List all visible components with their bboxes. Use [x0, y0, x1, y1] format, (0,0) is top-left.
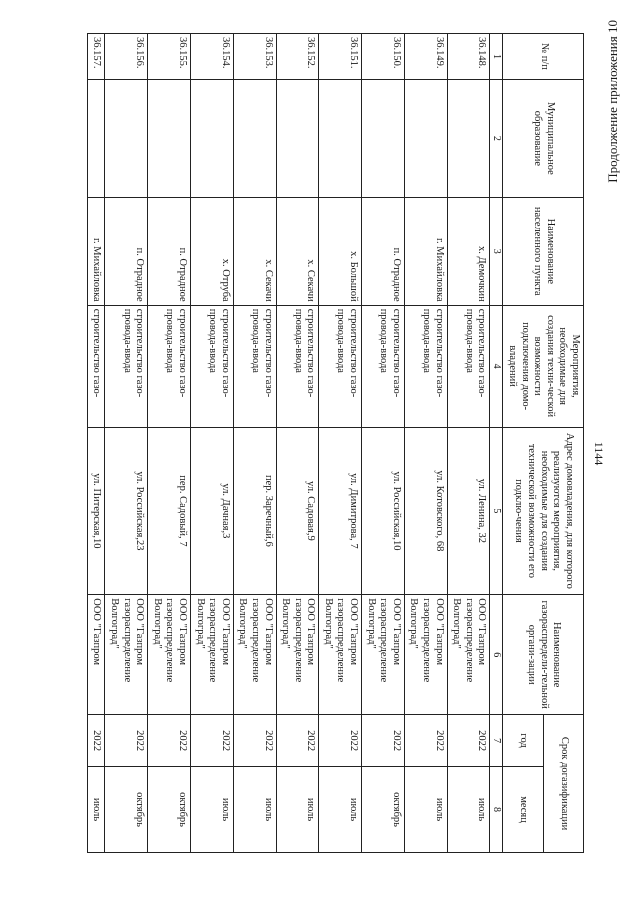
row-municipality [105, 79, 148, 197]
row-address: ул. Димитрова, 7 [319, 427, 362, 595]
header-municipality: Муниципальное образование [503, 79, 584, 197]
row-number: 36.149. [404, 34, 447, 80]
row-settlement: п. Отрадное [105, 197, 148, 305]
row-number: 36.152. [276, 34, 319, 80]
row-month: июль [404, 767, 447, 853]
row-address: ул. Российская,23 [105, 427, 148, 595]
row-organization: ООО "Газпром газораспределение Волгоград" [148, 595, 191, 715]
row-settlement: х. Секачи [276, 197, 319, 305]
row-measure: строительство газо- [87, 305, 105, 427]
row-number: 36.156. [105, 34, 148, 80]
row-month: октябрь [105, 767, 148, 853]
header-term: Срок догазификации [543, 715, 583, 853]
row-settlement: п. Отрадное [148, 197, 191, 305]
row-municipality [447, 79, 490, 197]
row-month: июль [233, 767, 276, 853]
gasification-table [87, 33, 584, 853]
header-address: Адрес домовладения, для которого реализуются мероприятия, необходимые для создания технической возможности его подклю-чения [503, 427, 584, 595]
column-number: 2 [490, 79, 503, 197]
header-settlement: Наименование населенного пункта [503, 197, 584, 305]
column-number: 5 [490, 427, 503, 595]
header-row [543, 34, 583, 853]
table-row [362, 34, 405, 853]
column-number: 8 [490, 767, 503, 853]
row-month: июль [319, 767, 362, 853]
header-organization: Наименование газораспредели-тельной органи-зации [503, 595, 584, 715]
row-measure: строительство газо-провода-ввода [276, 305, 319, 427]
row-address: ул. Российская,10 [362, 427, 405, 595]
row-municipality [87, 79, 105, 197]
row-number: 36.150. [362, 34, 405, 80]
row-organization: ООО "Газпром газораспределение Волгоград" [319, 595, 362, 715]
row-year: 2022 [404, 715, 447, 767]
table-row [105, 34, 148, 853]
header-num: № п/п [503, 34, 584, 80]
row-organization: ООО "Газпром газораспределение Волгоград" [404, 595, 447, 715]
row-year: 2022 [276, 715, 319, 767]
continuation-title: Продолжение приложения 10 [605, 20, 620, 183]
table-row [404, 34, 447, 853]
row-municipality [233, 79, 276, 197]
row-year: 2022 [148, 715, 191, 767]
row-municipality [362, 79, 405, 197]
row-address: пер. Заречный,6 [233, 427, 276, 595]
row-settlement: г. Михайловка [404, 197, 447, 305]
row-month: июль [87, 767, 105, 853]
column-number-row [490, 34, 503, 853]
header-month: месяц [503, 767, 543, 853]
column-number: 4 [490, 305, 503, 427]
row-measure: строительство газо-провода-ввода [362, 305, 405, 427]
row-organization: ООО "Газпром газораспределение Волгоград" [105, 595, 148, 715]
table-row [447, 34, 490, 853]
page-number: 1144 [592, 441, 606, 466]
row-municipality [319, 79, 362, 197]
table-row [190, 34, 233, 853]
row-year: 2022 [447, 715, 490, 767]
column-number: 3 [490, 197, 503, 305]
row-settlement: х. Демочкин [447, 197, 490, 305]
row-measure: строительство газо-провода-ввода [105, 305, 148, 427]
row-settlement: х. Секачи [233, 197, 276, 305]
table-row [319, 34, 362, 853]
table-body [87, 34, 490, 853]
row-number: 36.148. [447, 34, 490, 80]
row-settlement: п. Отрадное [362, 197, 405, 305]
row-organization: ООО "Газпром газораспределение Волгоград" [362, 595, 405, 715]
row-year: 2022 [87, 715, 105, 767]
row-measure: строительство газо-провода-ввода [404, 305, 447, 427]
row-measure: строительство газо-провода-ввода [447, 305, 490, 427]
row-organization: ООО "Газпром газораспределение Волгоград" [447, 595, 490, 715]
table-row [276, 34, 319, 853]
header-measures: Мероприятия, необходимые для создания техни-ческой возможности подключения домо-владений [503, 305, 584, 427]
row-number: 36.151. [319, 34, 362, 80]
column-number: 7 [490, 715, 503, 767]
table-row [87, 34, 105, 853]
row-address: ул. Садовая,9 [276, 427, 319, 595]
row-measure: строительство газо-провода-ввода [319, 305, 362, 427]
row-municipality [404, 79, 447, 197]
column-number: 6 [490, 595, 503, 715]
row-organization: ООО "Газпром газораспределение Волгоград" [276, 595, 319, 715]
row-settlement: г. Михайловка [87, 197, 105, 305]
row-month: июль [190, 767, 233, 853]
row-municipality [276, 79, 319, 197]
row-municipality [148, 79, 191, 197]
row-municipality [190, 79, 233, 197]
row-address: ул. Ленина, 32 [447, 427, 490, 595]
row-number: 36.155. [148, 34, 191, 80]
row-number: 36.154. [190, 34, 233, 80]
table-row [148, 34, 191, 853]
row-number: 36.157. [87, 34, 105, 80]
row-organization: ООО "Газпром газораспределение Волгоград" [190, 595, 233, 715]
row-year: 2022 [319, 715, 362, 767]
table-row [233, 34, 276, 853]
row-address: ул. Дачная,3 [190, 427, 233, 595]
row-settlement: х. Большой [319, 197, 362, 305]
header-year: год [503, 715, 543, 767]
row-year: 2022 [362, 715, 405, 767]
row-month: июль [447, 767, 490, 853]
row-measure: строительство газо-провода-ввода [190, 305, 233, 427]
row-year: 2022 [190, 715, 233, 767]
row-number: 36.153. [233, 34, 276, 80]
column-number: 1 [490, 34, 503, 80]
row-month: октябрь [148, 767, 191, 853]
row-month: июль [276, 767, 319, 853]
row-year: 2022 [233, 715, 276, 767]
row-address: ул. Котовского, 68 [404, 427, 447, 595]
row-settlement: х. Отруба [190, 197, 233, 305]
row-month: октябрь [362, 767, 405, 853]
row-organization: ООО "Газпром [87, 595, 105, 715]
row-address: пер. Садовый, 7 [148, 427, 191, 595]
row-year: 2022 [105, 715, 148, 767]
row-measure: строительство газо-провода-ввода [148, 305, 191, 427]
row-measure: строительство газо-провода-ввода [233, 305, 276, 427]
row-address: ул. Питерская,10 [87, 427, 105, 595]
row-organization: ООО "Газпром газораспределение Волгоград" [233, 595, 276, 715]
